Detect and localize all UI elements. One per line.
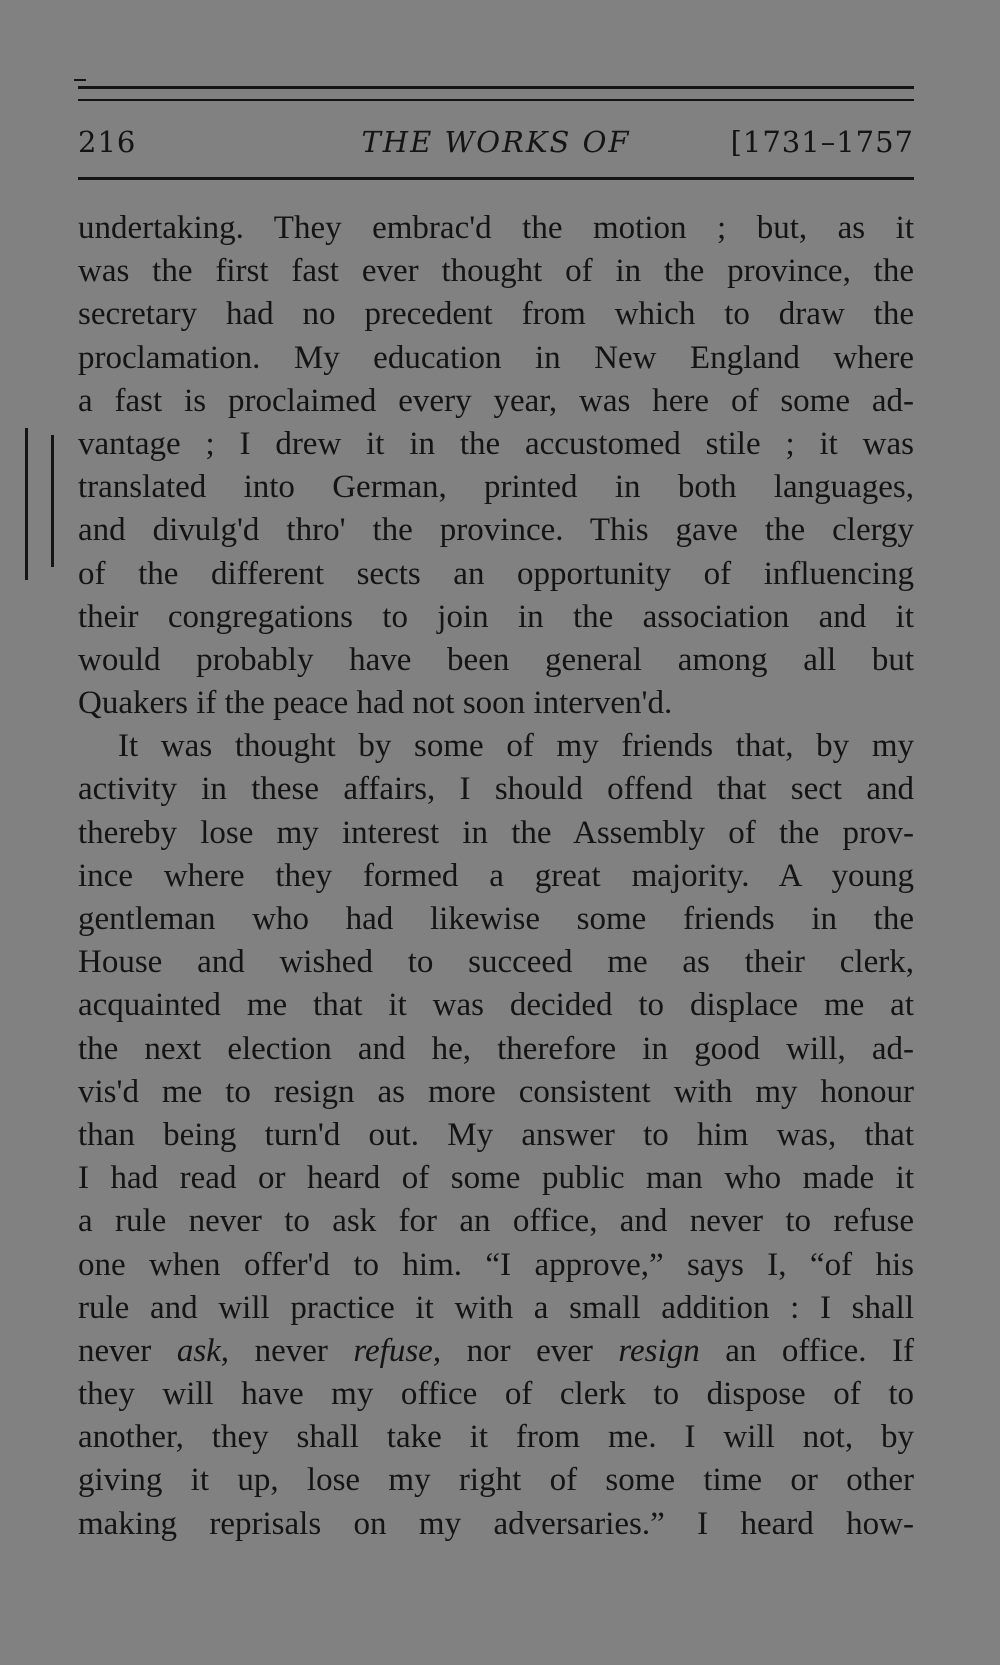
body-text — [78, 207, 914, 1546]
header-rule — [78, 177, 914, 180]
text-line: another, they shall take it from me. I will not, by — [78, 1419, 914, 1456]
text-line: translated into German, printed in both languages, — [78, 469, 914, 506]
margin-mark-right — [51, 435, 54, 567]
text-line: giving it up, lose my right of some time or other — [78, 1462, 914, 1499]
text-line: a fast is proclaimed every year, was here of some ad- — [78, 382, 914, 419]
text-line-with-italics — [78, 1330, 914, 1373]
margin-mark-left — [25, 428, 28, 580]
italic-word-refuse: refuse, — [353, 1332, 442, 1369]
text-segment: never — [229, 1332, 354, 1369]
text-line: one when offer'd to him. “I approve,” says I, “of his — [78, 1246, 914, 1283]
text-segment: an office. If — [699, 1332, 914, 1369]
text-line: activity in these affairs, I should offend that sect and — [78, 771, 914, 808]
paragraph-start-line: It was thought by some of my friends that, by my — [118, 728, 914, 765]
top-rule-stub — [74, 79, 86, 81]
text-line: acquainted me that it was decided to displace me at — [78, 987, 914, 1024]
paragraph-end-line: Quakers if the peace had not soon interven'd. — [78, 685, 673, 722]
text-line: thereby lose my interest in the Assembly of the prov- — [78, 814, 914, 851]
running-title: THE WORKS OF — [361, 125, 631, 159]
running-head — [78, 122, 914, 162]
text-line: ince where they formed a great majority. A young — [78, 857, 914, 894]
italic-word-ask: ask, — [176, 1332, 230, 1369]
top-rule-thick — [78, 86, 914, 89]
date-range: [1731–1757 — [730, 125, 914, 159]
text-line: was the first fast ever thought of in the province, the — [78, 253, 914, 290]
text-line: secretary had no precedent from which to draw the — [78, 296, 914, 333]
text-line: would probably have been general among all but — [78, 641, 914, 678]
text-line: House and wished to succeed me as their clerk, — [78, 944, 914, 981]
text-line: than being turn'd out. My answer to him was, that — [78, 1116, 914, 1153]
text-line: undertaking. They embrac'd the motion ; but, as it — [78, 210, 914, 246]
text-line: gentleman who had likewise some friends in the — [78, 901, 914, 937]
text-line: making reprisals on my adversaries.” I heard how- — [78, 1505, 914, 1542]
text-line: and divulg'd thro' the province. This gave the clergy — [78, 512, 914, 549]
text-line: the next election and he, therefore in good will, ad- — [78, 1030, 914, 1067]
text-segment: nor ever — [441, 1332, 619, 1369]
text-line: a rule never to ask for an office, and never to refuse — [78, 1203, 914, 1240]
text-line: vantage ; I drew it in the accustomed stile ; it was — [78, 425, 914, 462]
text-line: vis'd me to resign as more consistent with my honour — [78, 1073, 914, 1110]
text-line: of the different sects an opportunity of influencing — [78, 555, 914, 592]
text-segment: never — [78, 1332, 177, 1369]
italic-word-resign: resign — [618, 1332, 700, 1369]
text-line: they will have my office of clerk to dispose of to — [78, 1376, 914, 1413]
text-line: rule and will practice it with a small addition : I shall — [78, 1289, 914, 1326]
text-line: I had read or heard of some public man who made it — [78, 1160, 914, 1197]
text-line: their congregations to join in the association and it — [78, 598, 914, 635]
top-rule-thin — [78, 99, 914, 101]
page-number: 216 — [78, 125, 137, 159]
text-line: proclamation. My education in New England where — [78, 339, 914, 376]
